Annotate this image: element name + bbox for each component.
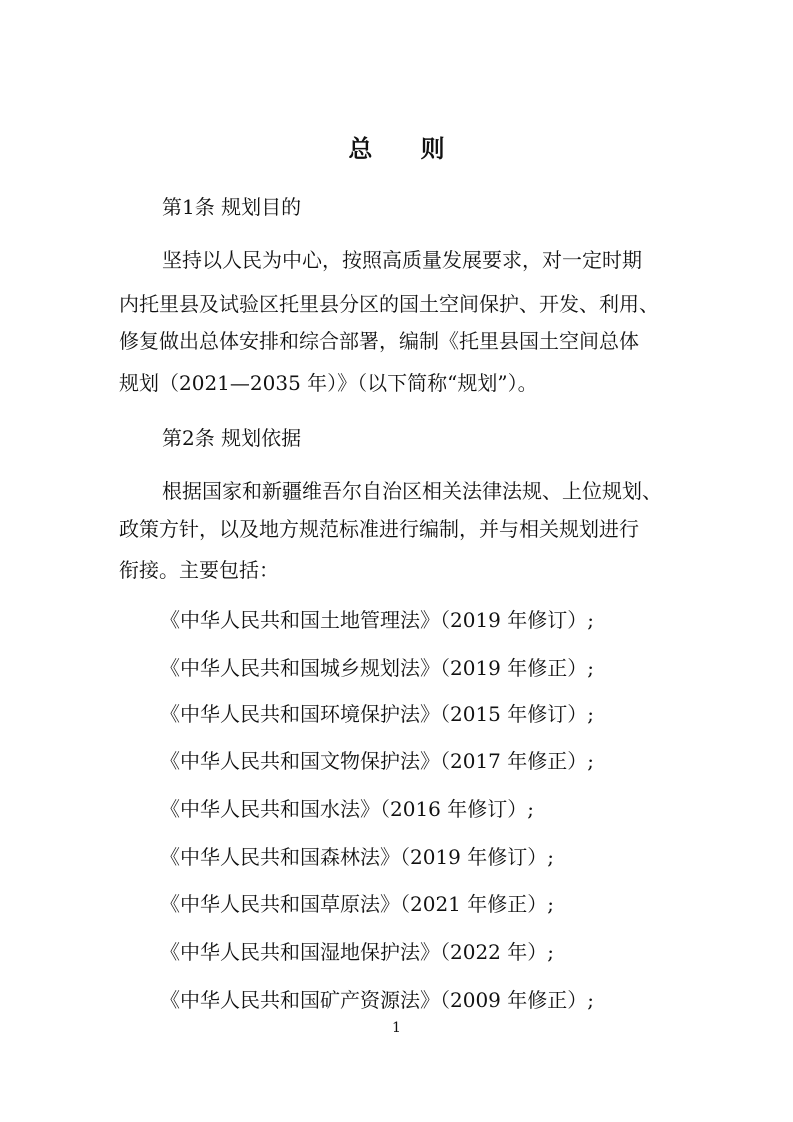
law-list-item: 《中华人民共和国土地管理法》（2019 年修订）; [160,608,594,632]
law-list-item: 《中华人民共和国文物保护法》（2017 年修正）; [160,749,594,773]
law-list-item: 《中华人民共和国环境保护法》（2015 年修订）; [160,702,594,726]
law-list-item: 《中华人民共和国城乡规划法》（2019 年修正）; [160,656,594,680]
law-list-item: 《中华人民共和国矿产资源法》（2009 年修正）; [160,988,594,1012]
law-list-item: 《中华人民共和国森林法》（2019 年修订）; [160,845,554,869]
article-2-paragraph-line: 政策方针，以及地方规范标准进行编制，并与相关规划进行 [119,517,639,541]
article-2-paragraph-line: 根据国家和新疆维吾尔自治区相关法律法规、上位规划、 [162,479,662,503]
law-list-item: 《中华人民共和国湿地保护法》（2022 年）; [160,940,554,964]
law-list-item: 《中华人民共和国草原法》（2021 年修正）; [160,892,554,916]
page-title: 总 则 [348,134,465,163]
article-1-paragraph-line: 坚持以人民为中心，按照高质量发展要求，对一定时期 [162,248,642,272]
article-1-paragraph-line: 内托里县及试验区托里县分区的国土空间保护、开发、利用、 [119,292,659,316]
page-number: 1 [392,1020,401,1036]
article-2-paragraph-line: 衔接。主要包括： [119,558,279,582]
article-1-paragraph-line: 修复做出总体安排和综合部署，编制《托里县国土空间总体 [119,329,639,353]
article-1-paragraph-line: 规划（2021—2035 年）》（以下简称“规划”）。 [119,371,538,395]
article-2-heading: 第2条 规划依据 [162,426,302,450]
law-list-item: 《中华人民共和国水法》（2016 年修订）; [160,797,534,821]
article-1-heading: 第1条 规划目的 [162,195,302,219]
